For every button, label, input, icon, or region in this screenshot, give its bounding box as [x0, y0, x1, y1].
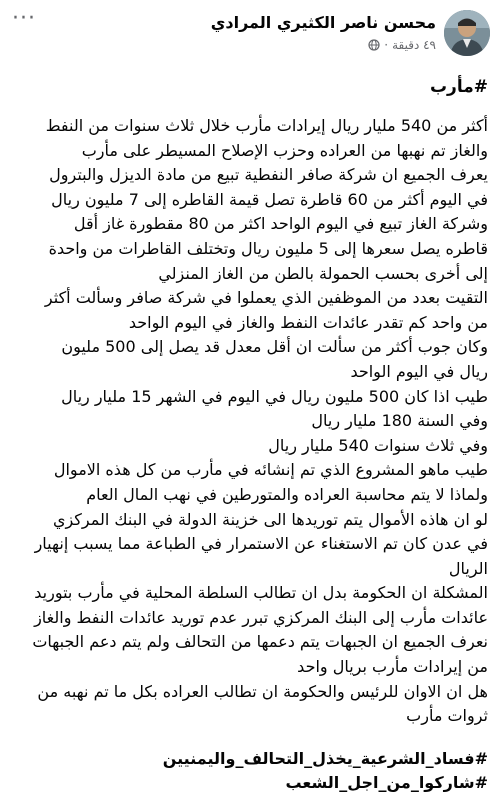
- post-text-line: وفي ثلاث سنوات 540 مليار ريال: [268, 435, 488, 455]
- hashtag-marib[interactable]: #مأرب: [429, 77, 488, 97]
- hashtag-corruption[interactable]: #فساد_الشرعية_يخذل_التحالف_واليمنيين: [162, 748, 488, 768]
- post-text-line: هل ان الاوان للرئيس والحكومة ان تطالب العراده بكل ما تم نهبه من: [37, 681, 488, 701]
- post-text-line: ولماذا لا يتم محاسبة العراده والمتورطين في نهب المال العام: [86, 484, 488, 504]
- more-options-button[interactable]: ···: [12, 6, 36, 31]
- post-text-line: قاطره يصل سعرها إلى 5 مليون ريال وتختلف القاطرات من واحدة: [48, 238, 488, 258]
- post-text-line: يعرف الجميع ان شركة صافر النفطية تبيع من مادة الديزل والبترول: [49, 165, 488, 185]
- post-time[interactable]: ٤٩ دقيقة: [392, 38, 436, 52]
- post-text-line: نعرف الجميع ان الجبهات يتم دعمها من التحالف ولم يتم دعم الجبهات: [32, 632, 488, 652]
- post-text-line: والغاز تم نهبها من العراده وحزب الإصلاح المسيطر على مأرب: [81, 140, 488, 160]
- globe-icon: [368, 39, 380, 51]
- post-text-line: من واحد كم تقدر عائدات النفط والغاز في اليوم الواحد: [128, 312, 488, 332]
- post-text-line: الريال: [448, 558, 488, 578]
- avatar[interactable]: [444, 10, 490, 56]
- post-text-line: في عدن كان تم الاستغناء عن الاستمرار في الطباعة مما يسبب إنهيار: [34, 534, 488, 554]
- post-text-line: المشكلة ان الحكومة بدل ان تطالب السلطة المحلية في مأرب بتوريد: [34, 583, 488, 603]
- paragraph-spacer: [10, 729, 488, 747]
- post-text-line: وشركة الغاز تبيع في اليوم الواحد اكثر من 80 مقطورة غاز أقل: [73, 214, 488, 234]
- post-text-line: عائدات مأرب إلى البنك المركزي تبرر عدم توريد عائدات النفط والغاز: [34, 607, 488, 627]
- post-text-line: في اليوم أكثر من 60 قاطرة تصل قيمة القاطره إلى 7 مليون ريال: [51, 189, 488, 209]
- post-text-line: طيب اذا كان 500 مليون ريال في اليوم في الشهر 15 مليار ريال: [61, 386, 488, 406]
- post-text-line: ثروات مأرب: [406, 706, 488, 726]
- author-name[interactable]: محسن ناصر الكثيري المرادي: [210, 13, 436, 32]
- post-text-line: وكان جوب أكثر من سألت ان أقل معدل قد يصل إلى 500 مليون: [61, 337, 488, 357]
- post-text-line: التقيت بعدد من الموظفين الذي يعملوا في شركة صافر وسألت أكثر: [44, 288, 488, 308]
- post-text-line: طيب ماهو المشروع الذي تم إنشائه في مأرب من كل هذه الاموال: [53, 460, 488, 480]
- post-text-line: إلى أخرى بحسب الحمولة بالطن من الغاز المنزلي: [158, 263, 488, 283]
- separator-dot: ·: [384, 38, 389, 52]
- post-text-line: ريال في اليوم الواحد: [350, 361, 488, 381]
- post-body: [10, 72, 488, 795]
- post-text-line: أكثر من 540 مليار ريال إيرادات مأرب خلال ثلاث سنوات من النفط: [45, 116, 488, 135]
- post-meta: [368, 38, 436, 52]
- post-text-line: وفي السنة 180 مليار ريال: [311, 411, 488, 431]
- post-text-line: من إيرادات مأرب بريال واحد: [297, 657, 488, 677]
- post-header: [0, 0, 500, 62]
- post-text-line: لو ان هاذه الأموال يتم توريدها الى خزينة الدولة في البنك المركزي: [52, 509, 488, 529]
- post-text: [10, 114, 488, 729]
- hashtag-share[interactable]: #شاركوا_من_اجل_الشعب: [285, 772, 488, 792]
